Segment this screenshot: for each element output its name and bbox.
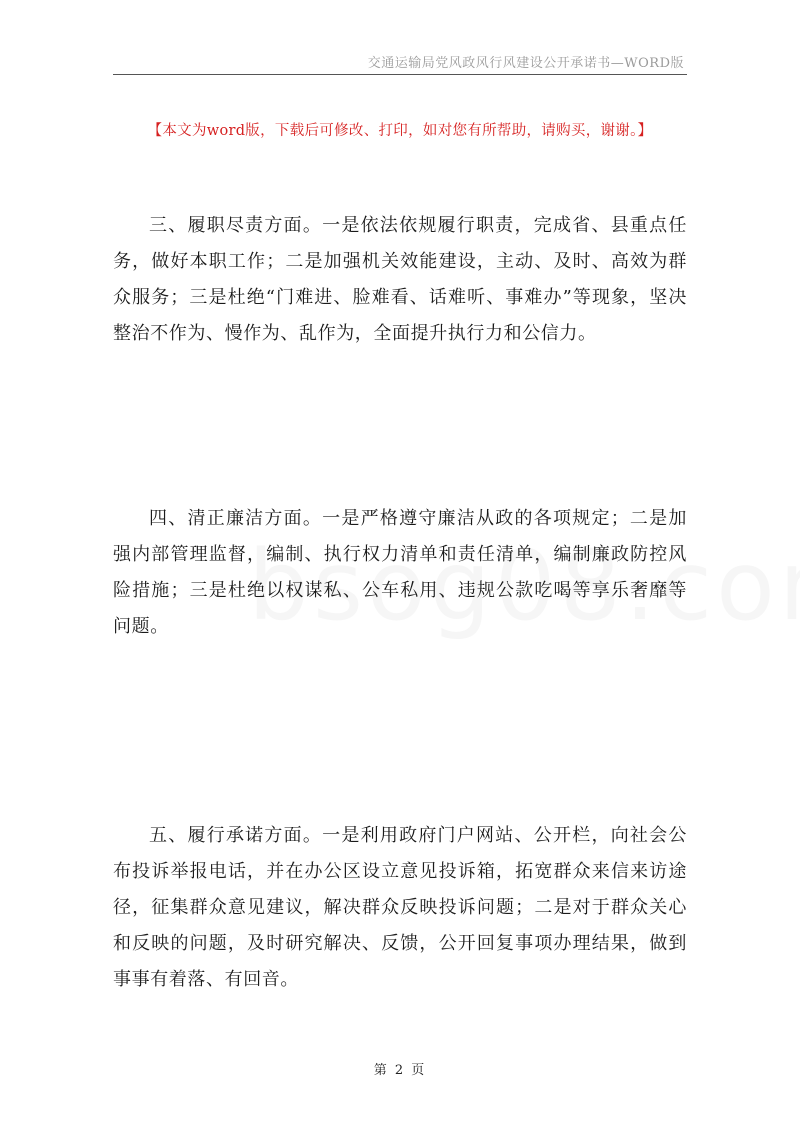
page-number: 第 2 页 bbox=[373, 1063, 427, 1078]
purchase-notice: 【本文为word版，下载后可修改、打印，如对您有所帮助，请购买，谢谢。】 bbox=[147, 123, 653, 139]
paragraph-duty: 三、履职尽责方面。一是依法依规履行职责，完成省、县重点任务，做好本职工作；二是加强机关效能建设，主动、及时、高效为群众服务；三是杜绝“门难进、脸难看、话难听、事难办”等现象，坚决整治不作为、慢作为、乱作为，全面提升执行力和公信力。 bbox=[113, 215, 687, 344]
header-divider bbox=[113, 74, 687, 75]
paragraph-commitment: 五、履行承诺方面。一是利用政府门户网站、公开栏，向社会公布投诉举报电话，并在办公区设立意见投诉箱，拓宽群众来信来访途径，征集群众意见建议，解决群众反映投诉问题；二是对于群众关心和反映的问题，及时研究解决、反馈，公开回复事项办理结果，做到事事有着落、有回音。 bbox=[113, 825, 687, 990]
document-header-title: 交通运输局党风政风行风建设公开承诺书—WORD版 bbox=[367, 56, 684, 71]
paragraph-integrity: 四、清正廉洁方面。一是严格遵守廉洁从政的各项规定；二是加强内部管理监督，编制、执行权力清单和责任清单，编制廉政防控风险措施；三是杜绝以权谋私、公车私用、违规公款吃喝等享乐奢靡等问题。 bbox=[113, 508, 687, 637]
